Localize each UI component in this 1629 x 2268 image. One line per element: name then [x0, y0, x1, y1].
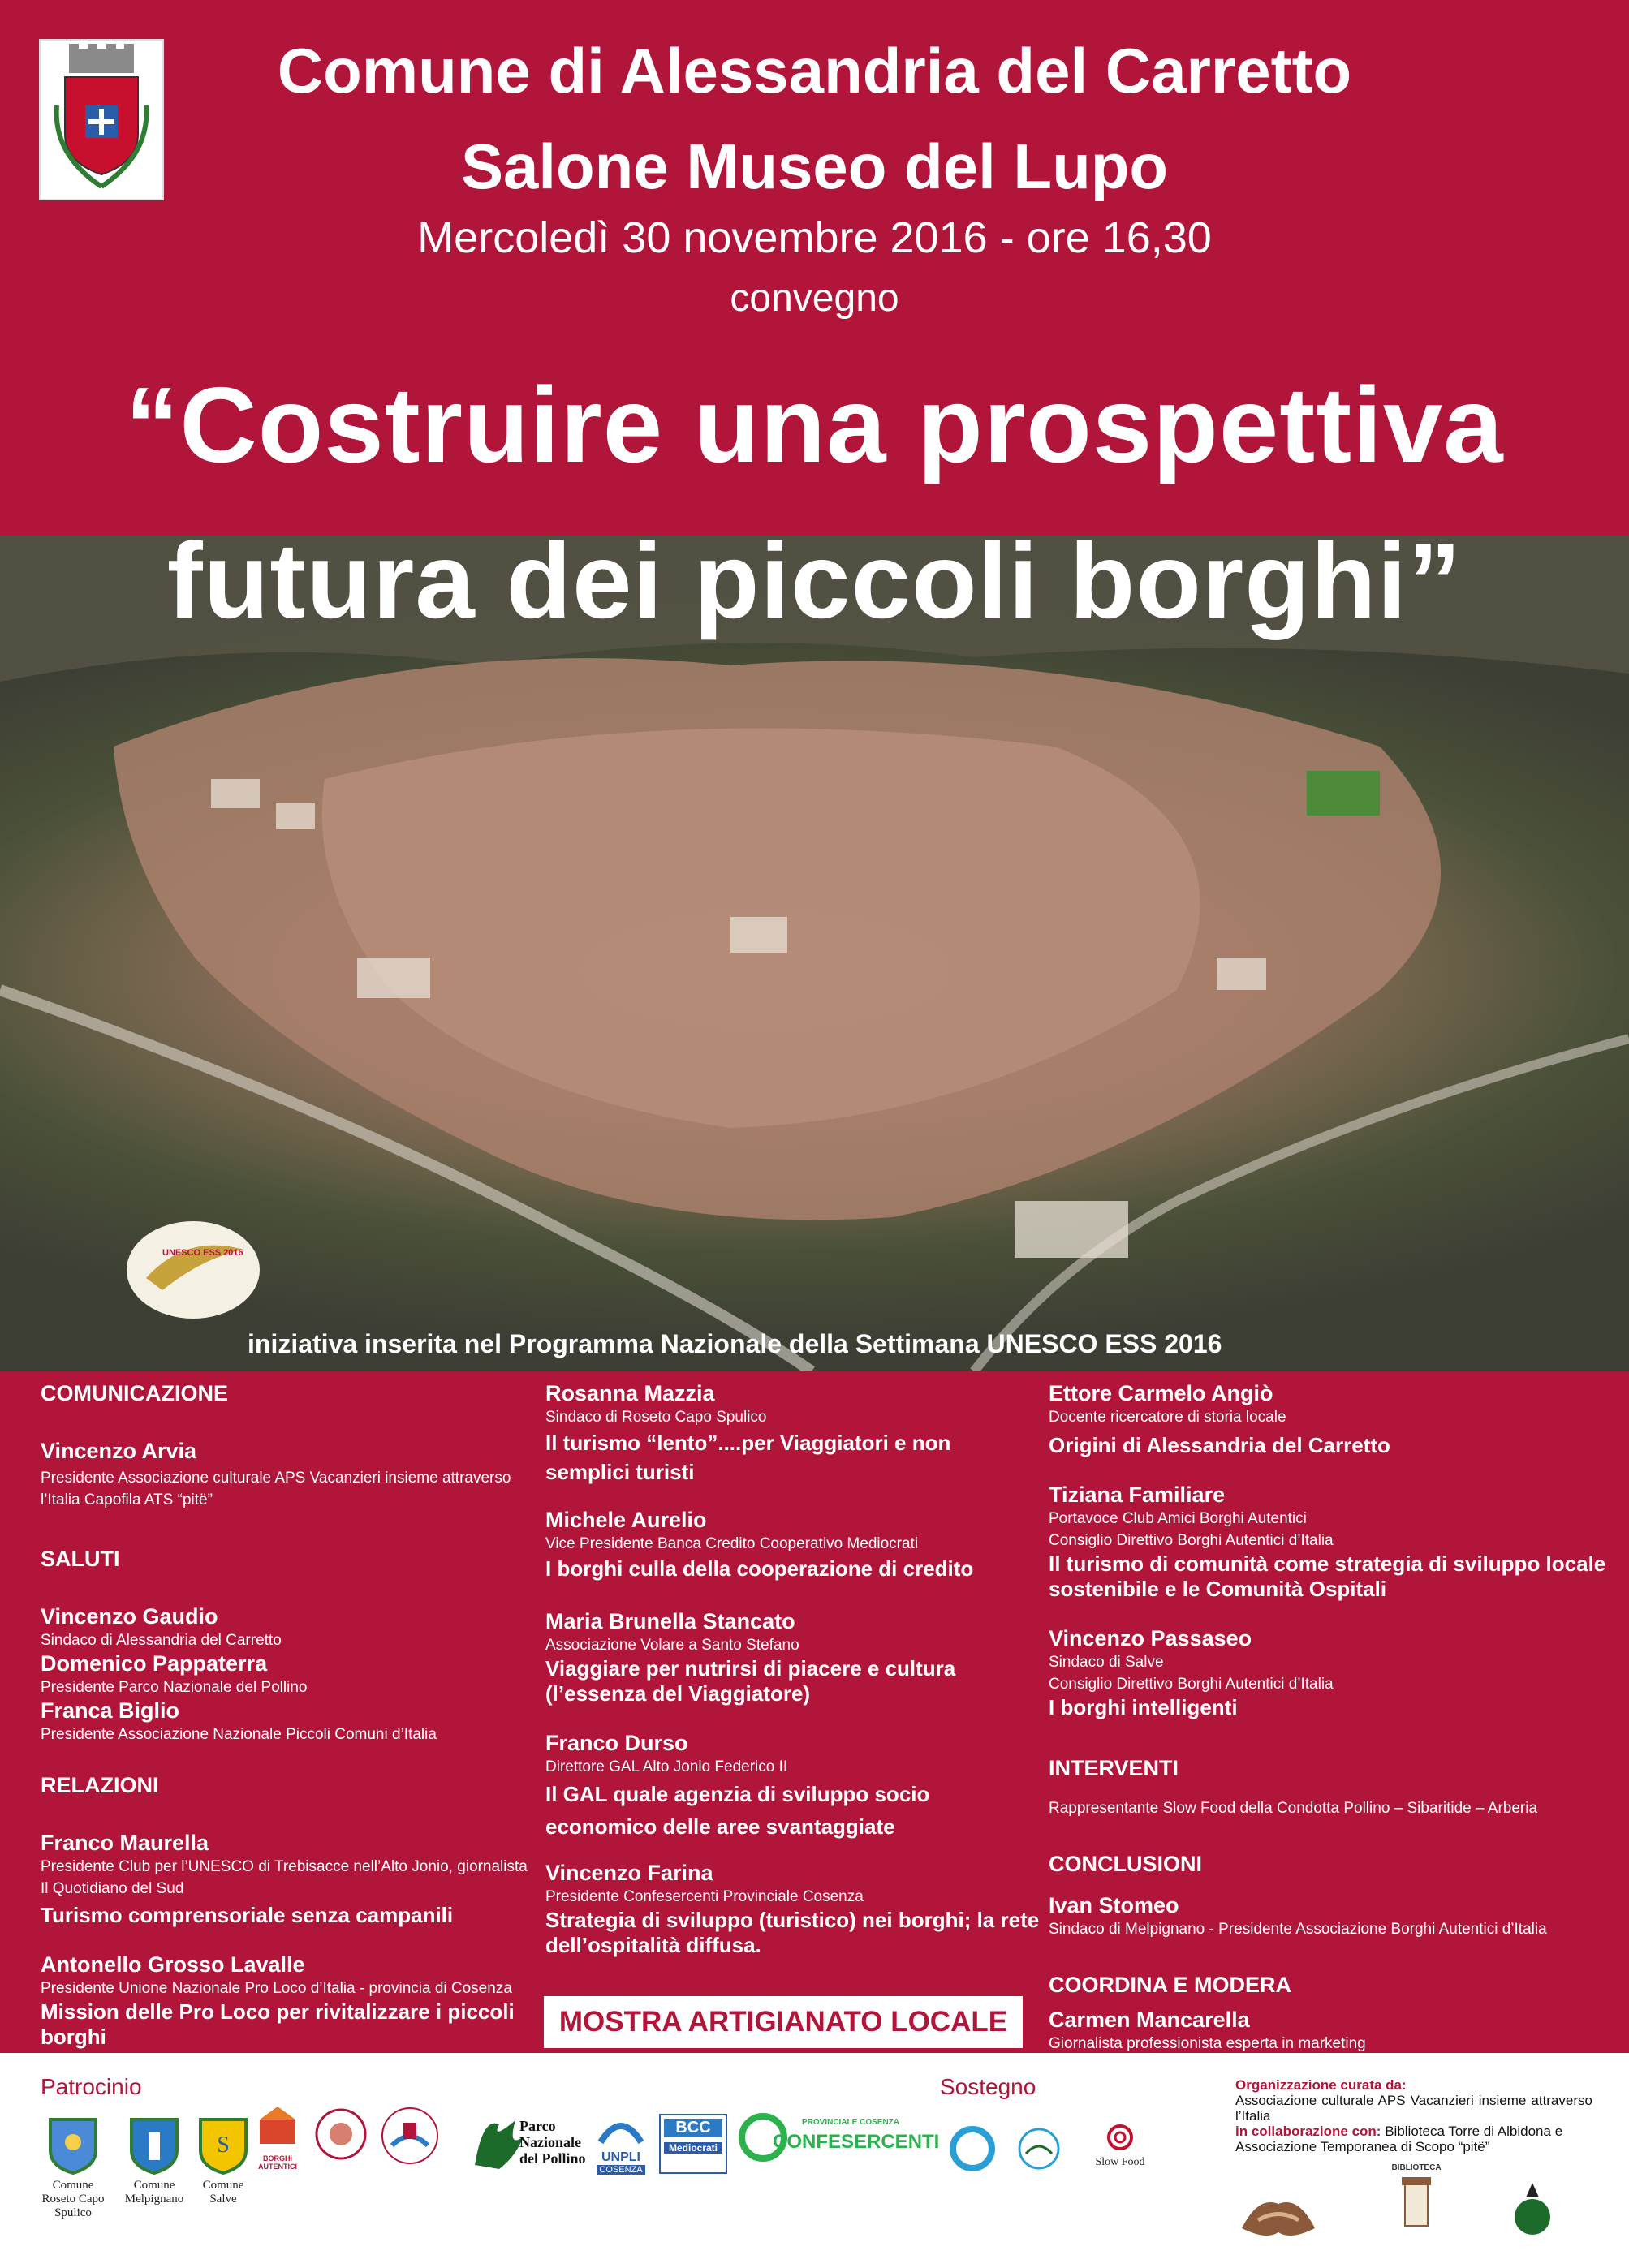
unesco-badge [127, 1221, 260, 1319]
unpli-logo [597, 2110, 645, 2175]
speaker-name: Ettore Carmelo Angiò [1049, 1381, 1273, 1405]
speaker-topic: I borghi intelligenti [1049, 1695, 1238, 1719]
speaker-role: Sindaco di Roseto Capo Spulico [545, 1409, 767, 1426]
gal-alto-jonio-logo [377, 2103, 442, 2168]
tower-icon [1392, 2172, 1441, 2229]
speaker-role: Presidente Parco Nazionale del Pollino [41, 1679, 308, 1696]
speaker-name: Ivan Stomeo [1049, 1893, 1179, 1917]
village-photo-icon [0, 536, 1629, 1371]
biblioteca-logo [1380, 2163, 1453, 2233]
sostegno-label: Sostegno [940, 2074, 1036, 2099]
borghi-logo-text: BORGHI AUTENTICI [258, 2154, 297, 2171]
club-unesco-logo [948, 2124, 997, 2173]
speaker-role: Vice Presidente Banca Credito Cooperativo Mediocrati [545, 1535, 919, 1552]
header-date: Mercoledì 30 novembre 2016 - ore 16,30 [417, 213, 1212, 262]
speaker-name: Rosanna Mazzia [545, 1381, 715, 1405]
org-text: Associazione culturale APS Vacanzieri insieme attraverso l’Italia [1235, 2093, 1592, 2124]
speaker-role: Consiglio Direttivo Borghi Autentici d’Italia [1049, 1676, 1334, 1693]
biblioteca-logo-text: BIBLIOTECA [1391, 2163, 1442, 2172]
title-line-1: “Costruire una prospettiva [125, 365, 1504, 484]
crest-icon [118, 2110, 191, 2175]
title-line-2: futura dei piccoli borghi” [166, 521, 1463, 640]
confesercenti-logo-sub: PROVINCIALE COSENZA [802, 2118, 900, 2127]
borghi-autentici-logo [253, 2102, 302, 2171]
speaker-topic: Turismo comprensoriale senza campanili [41, 1903, 454, 1927]
speaker-name: Vincenzo Gaudio [41, 1604, 218, 1629]
unpli-logo-text: UNPLI [601, 2150, 640, 2164]
speaker-topic: Il GAL quale agenzia di sviluppo socio economico delle aree svantaggiate [545, 1782, 930, 1839]
speaker-topic: Strategia di sviluppo (turistico) nei borghi; la rete dell’ospitalità diffusa. [545, 1908, 1040, 1957]
org-label: Organizzazione curata da: [1235, 2077, 1407, 2093]
speaker-role: Presidente Confesercenti Provinciale Cosenza [545, 1888, 864, 1905]
program-col-2 [545, 1381, 1041, 1958]
speaker-role: Docente ricercatore di storia locale [1049, 1409, 1286, 1426]
unpli-icon [597, 2110, 645, 2146]
speaker-role: Consiglio Direttivo Borghi Autentici d’Italia [1049, 1532, 1334, 1549]
mostra-artigianato-label: MOSTRA ARTIGIANATO LOCALE [544, 1996, 1023, 2048]
speaker-name: Michele Aurelio [545, 1508, 707, 1532]
seal-icon [312, 2106, 369, 2163]
crest-label: Comune Melpignano [124, 2179, 184, 2206]
snail-icon [1100, 2120, 1140, 2152]
header-comune: Comune di Alessandria del Carretto [277, 35, 1352, 106]
speaker-name: Franca Biglio [41, 1698, 180, 1723]
section-conclusioni: CONCLUSIONI [1049, 1852, 1202, 1876]
slow-food-text: Slow Food [1095, 2156, 1145, 2168]
village-aerial-photo [0, 536, 1629, 1371]
speaker-topic: Il turismo “lento”....per Viaggiatori e non semplici turisti [545, 1431, 951, 1484]
crest-icon [191, 2110, 256, 2175]
slow-food-logo [1084, 2120, 1157, 2169]
sostegno-logo-2 [1006, 2124, 1071, 2173]
parco-logo-text: Parco Nazionale del Pollino [519, 2118, 586, 2167]
program-col-1 [41, 1381, 536, 2050]
section-relazioni: RELAZIONI [41, 1773, 159, 1797]
section-saluti: SALUTI [41, 1547, 120, 1571]
speaker-name: Franco Durso [545, 1731, 688, 1755]
speaker-topic: I borghi culla della cooperazione di credito [545, 1556, 974, 1581]
speaker-topic: Mission delle Pro Loco per rivitalizzare i piccoli borghi [41, 1999, 515, 2049]
section-interventi: INTERVENTI [1049, 1756, 1179, 1780]
handshake-logo [1234, 2171, 1323, 2244]
handshake-icon [1234, 2171, 1323, 2244]
speaker-name: Franco Maurella [41, 1831, 209, 1855]
speaker-topic: Viaggiare per nutrirsi di piacere e cultura (l’essenza del Viaggiatore) [545, 1656, 956, 1706]
interventi-text: Rappresentante Slow Food della Condotta Pollino – Sibaritide – Arberia [1049, 1800, 1538, 1817]
speaker-name: Antonello Grosso Lavalle [41, 1952, 305, 1977]
bcc-logo-text: BCC [664, 2119, 722, 2137]
gal-icon [377, 2103, 442, 2168]
header-venue: Salone Museo del Lupo [460, 131, 1169, 202]
section-coordina: COORDINA E MODERA [1049, 1973, 1292, 1997]
borghi-icon [253, 2102, 302, 2150]
crest-icon [41, 2110, 106, 2175]
program-col-3 [1049, 1381, 1609, 2055]
pite-logo [1508, 2175, 1557, 2240]
speaker-role: Sindaco di Alessandria del Carretto [41, 1632, 282, 1649]
speaker-role: Presidente Associazione culturale APS Vacanzieri insieme attraverso l’Italia Capofila ATS “pitë” [41, 1470, 511, 1508]
speaker-role: Portavoce Club Amici Borghi Autentici [1049, 1510, 1307, 1527]
speaker-name: Domenico Pappaterra [41, 1651, 268, 1676]
header-type: convegno [730, 277, 899, 320]
association-icon [1006, 2124, 1071, 2173]
speaker-topic: Origini di Alessandria del Carretto [1049, 1433, 1390, 1457]
crest-melpignano [118, 2110, 191, 2206]
crest-salve [191, 2110, 256, 2206]
seal-logo [312, 2106, 369, 2163]
speaker-role: Sindaco di Melpignano - Presidente Associazione Borghi Autentici d’Italia [1049, 1921, 1547, 1938]
unesco-badge-text: UNESCO ESS 2016 [162, 1248, 243, 1258]
speaker-role: Associazione Volare a Santo Stefano [545, 1637, 799, 1654]
speaker-role: Sindaco di Salve [1049, 1654, 1164, 1671]
speaker-name: Vincenzo Passaseo [1049, 1626, 1252, 1650]
club-unesco-icon [948, 2124, 997, 2173]
speaker-role: Direttore GAL Alto Jonio Federico II [545, 1758, 788, 1775]
patrocinio-label: Patrocinio [41, 2074, 142, 2099]
crest-label: Comune Roseto Capo Spulico [41, 2179, 105, 2219]
collab-text: Biblioteca Torre di Albidona e Associazione Temporanea di Scopo “pitë” [1235, 2124, 1563, 2154]
confesercenti-logo-text: CONFESERCENTI [773, 2131, 940, 2153]
crest-roseto [41, 2110, 106, 2220]
organization-info [1235, 2077, 1592, 2154]
confesercenti-logo [739, 2113, 940, 2162]
speaker-name: Maria Brunella Stancato [545, 1609, 795, 1633]
collab-label: in collaborazione con: [1235, 2124, 1381, 2139]
speaker-name: Tiziana Familiare [1049, 1483, 1226, 1507]
speaker-name: Carmen Mancarella [1049, 2008, 1250, 2032]
bcc-logo-sub: Mediocrati [664, 2142, 722, 2154]
speaker-topic: Il turismo di comunità come strategia di sviluppo locale sostenibile e le Comunità Ospitali [1049, 1551, 1606, 1601]
speaker-role: Giornalista professionista esperta in marketing [1049, 2035, 1366, 2052]
bcc-logo [659, 2114, 727, 2174]
unpli-logo-sub: COSENZA [597, 2165, 645, 2175]
football-field [1307, 771, 1380, 816]
section-comunicazione: COMUNICAZIONE [41, 1381, 228, 1405]
speaker-name: Vincenzo Arvia [41, 1439, 197, 1463]
pite-icon [1508, 2175, 1557, 2240]
crest-label: Comune Salve [202, 2179, 244, 2206]
speaker-role: Presidente Associazione Nazionale Piccoli Comuni d’Italia [41, 1726, 437, 1743]
speaker-role: Presidente Club per l’UNESCO di Trebisacce nell’Alto Jonio, giornalista Il Quotidiano del Sud [41, 1858, 528, 1897]
unesco-caption: iniziativa inserita nel Programma Nazionale della Settimana UNESCO ESS 2016 [248, 1329, 1222, 1358]
svg-text:S: S [217, 2132, 230, 2158]
speaker-name: Vincenzo Farina [545, 1861, 713, 1885]
speaker-role: Presidente Unione Nazionale Pro Loco d’Italia - provincia di Cosenza [41, 1980, 512, 1997]
